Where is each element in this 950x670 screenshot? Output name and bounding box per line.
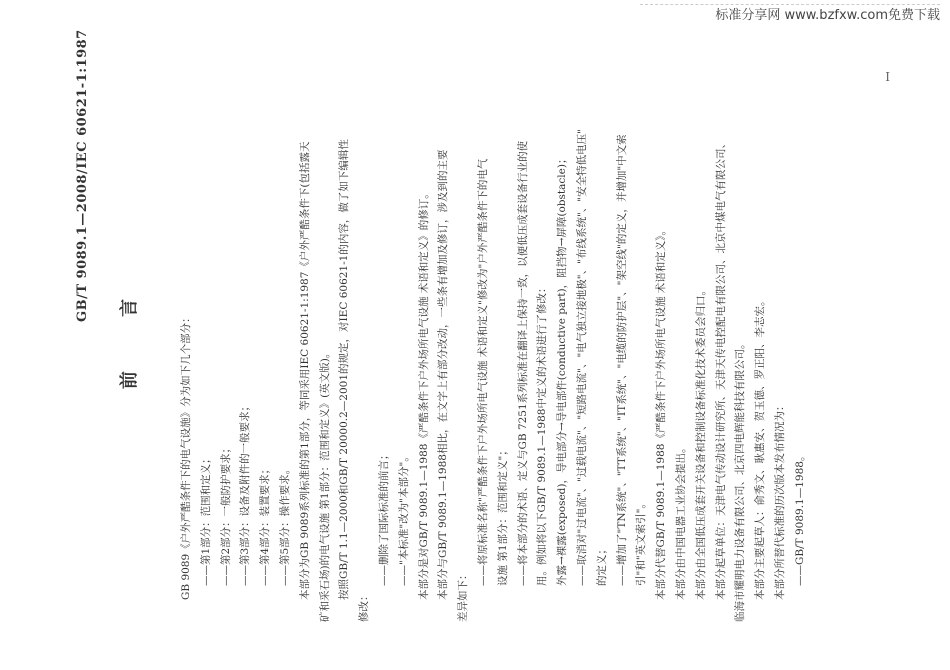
text-line: 按照GB/T 1.1—2000和GB/T 20000.2—2001的规定，对IEC 60621-1的内容，做了如下编辑性 (338, 139, 351, 600)
text-line: ——取消对"过电流"、"过载电流"、"短路电流"、"电气独立接地极"、"布线系统"、"安全特低电压" (575, 129, 588, 586)
text-line: ——增加了"TN系统"、"TT系统"、"IT系统"、"电缆的防护层"、"架空线"的定义，并增加"中文索 (615, 134, 628, 586)
text-line: ——删除了国际标准的前言； (377, 449, 390, 586)
text-line: 修改： (358, 590, 371, 622)
text-line: 本部分代替GB/T 9089.1—1988《严酷条件下户外场所电气设施 术语和定义》。 (655, 224, 668, 600)
text-line: ——第1部分：范围和定义； (199, 453, 212, 586)
text-line: 本部分由全国低压成套开关设备和控制设备标准化技术委员会归口。 (694, 285, 707, 600)
page-number: I (885, 70, 890, 84)
foreword-body (177, 42, 811, 622)
text-line: 临海市耀明电力设备有限公司、北京四电辉能科技有限公司。 (734, 338, 747, 622)
text-line: ——第2部分：一般防护要求； (219, 442, 232, 586)
text-line: 本部分是对GB/T 9089.1—1988《严酷条件下户外场所电气设施 术语和定义》的修订。 (417, 188, 430, 600)
text-line: 本部分由中国电器工业协会提出。 (674, 442, 687, 600)
rotated-page (75, 29, 915, 622)
text-line: 设施 第1部分：范围和定义"； (496, 445, 509, 586)
text-line: 本部分所替代标准的历次版本发布情况为： (773, 400, 786, 600)
text-line: ——GB/T 9089.1—1988。 (793, 450, 806, 586)
text-line: 的定义； (595, 544, 608, 586)
standard-code: GB/T 9089.1—2008/IEC 60621-1:1987 (75, 29, 90, 322)
text-line: 外露→裸露(exposed)，导电部分→导电部件(conductive part)，阻挡物→屏障(obstacle)； (556, 153, 569, 586)
text-line: 本部分与GB/T 9089.1—1988相比，在文字上有部分改动，一些条有增加及修订，涉及到的主要 (437, 149, 450, 600)
text-line: 差异如下： (457, 569, 470, 622)
text-line: 本部分主要起草人：俞秀文、耿惠安、贺玉德、罗正阳、李志宏。 (754, 295, 767, 600)
text-line: 矿和采石场)的电气设施 第1部分：范围和定义》(英文版)。 (318, 347, 331, 622)
watermark-text: 标准分享网 www.bzfxw.com免费下载 (715, 8, 940, 23)
text-line: 用。例如将以下GB/T 9089.1—1988中定义的术语进行了修改： (536, 282, 549, 586)
text-line: 引"和"英文索引"。 (635, 498, 648, 586)
text-line: ——第4部分：装置要求； (259, 463, 272, 586)
page-title: 前 言 (119, 274, 140, 390)
text-line: GB 9089《户外严酷条件下的电气设施》分为如下几个部分： (180, 312, 192, 600)
text-line: ——第5部分：操作要求。 (278, 463, 291, 586)
text-line: ——第3部分：设备及附件的一般要求； (239, 400, 252, 586)
text-line: 本部分为GB 9089系列标准的第1部分，等同采用IEC 60621-1:1987《户外严酷条件下(包括露天 (298, 141, 311, 600)
text-line: ——将本部分的术语、定义与GB 7251系列标准在翻译上保持一致，以便低压成套设备行业的使 (516, 140, 529, 586)
text-line: 本部分起草单位：天津电气传动设计研究所、天津天传电控配电有限公司、北京中煤电气有限公司、 (714, 138, 727, 600)
text-line: ——"本标准"改为"本部分"。 (397, 451, 410, 586)
text-line: ——将原标准名称"严酷条件下户外场所电气设施 术语和定义"修改为"户外严酷条件下的电气 (476, 158, 489, 586)
